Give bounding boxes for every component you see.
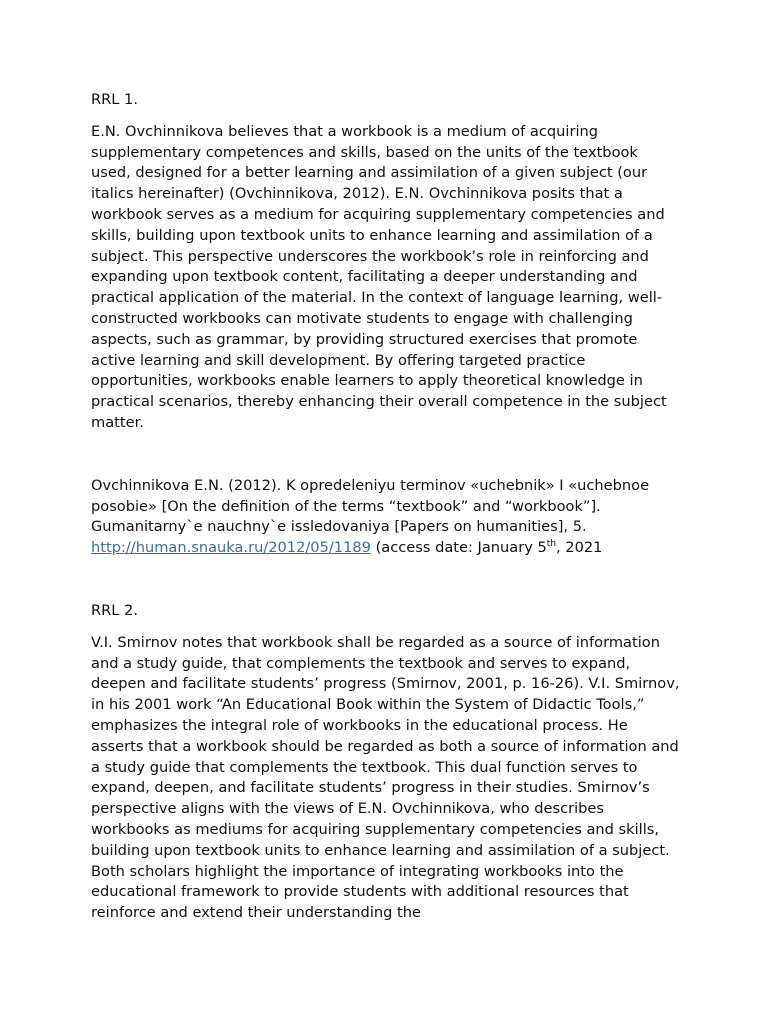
access-date-suffix: , 2021: [556, 539, 603, 557]
reference-link[interactable]: http://human.snauka.ru/2012/05/1189: [91, 539, 371, 557]
spacer: [91, 559, 691, 601]
reference-text: Ovchinnikova E.N. (2012). K opredeleniyu terminov «uchebnik» I «uchebnoe posobie» [On the definition of the terms “textbook” and “workbook”]. Gumanitarny`e nauchny`e issledovaniya [Papers on humanities], 5.: [91, 476, 650, 536]
paragraph-rrl-2: V.I. Smirnov notes that workbook shall be regarded as a source of information and a study guide, that complements the textbook and serves to expand, deepen and facilitate students’ progress (Smirnov, 2001, p. 16-26). V.I. Smirnov, in his 2001 work “An Educational Book within the System of Didactic Tools,” emphasizes the integral role of workbooks in the educational process. He asserts that a workbook should be regarded as both a source of information and a study guide that complements the textbook. This dual function serves to expand, deepen, and facilitate students’ progress in their studies. Smirnov’s perspective aligns with the views of E.N. Ovchinnikova, who describes workbooks as mediums for acquiring supplementary competencies and skills, building upon textbook units to enhance learning and assimilation of a subject. Both scholars highlight the importance of integrating workbooks into the educational framework to provide students with additional resources that reinforce and extend their understanding the: [91, 633, 680, 922]
section-heading-rrl-1: RRL 1.: [91, 91, 138, 108]
reference-entry: [91, 476, 691, 559]
paragraph-rrl-1: E.N. Ovchinnikova believes that a workbook is a medium of acquiring supplementary competences and skills, based on the units of the textbook used, designed for a better learning and assimilation of a given subject (our italics hereinafter) (Ovchinnikova, 2012). E.N. Ovchinnikova posits that a workbook serves as a medium for acquiring supplementary competencies and skills, building upon textbook units to enhance learning and assimilation of a subject. This perspective underscores the workbook’s role in reinforcing and expanding upon textbook content, facilitating a deeper understanding and practical application of the material. In the context of language learning, well-constructed workbooks can motivate students to engage with challenging aspects, such as grammar, by providing structured exercises that promote active learning and skill development. By offering targeted practice opportunities, workbooks enable learners to apply theoretical knowledge in practical scenarios, thereby enhancing their overall competence in the subject matter.: [91, 122, 667, 431]
spacer: [91, 434, 691, 476]
section-heading-rrl-2: RRL 2.: [91, 601, 138, 619]
access-date-superscript: th: [546, 539, 557, 550]
access-date-prefix: (access date: January 5: [370, 539, 547, 557]
document-page: [91, 90, 691, 924]
